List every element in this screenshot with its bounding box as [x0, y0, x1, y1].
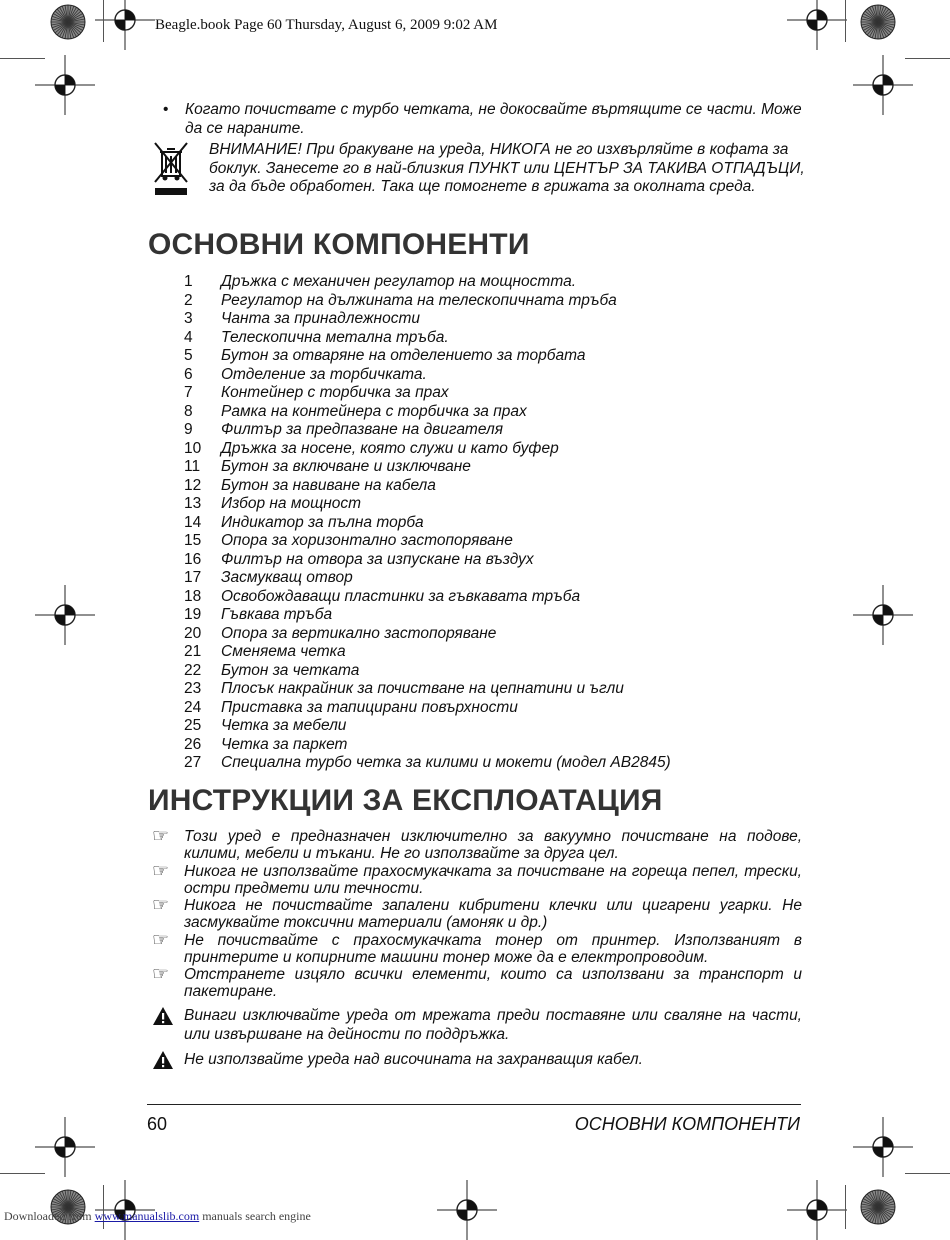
- registration-mark-icon: [437, 1180, 497, 1240]
- crop-line: [0, 1173, 45, 1174]
- component-item: [184, 477, 824, 496]
- star-target-icon: [38, 1177, 98, 1237]
- component-label: Филтър за предпазване на двигателя: [221, 421, 503, 438]
- crop-line: [905, 1173, 950, 1174]
- pointing-hand-icon: [152, 929, 178, 951]
- component-label: Телескопична метална тръба.: [221, 328, 449, 346]
- component-label: Засмукващ отвор: [221, 569, 353, 586]
- component-label: Бутон за четката: [221, 661, 360, 679]
- component-number: 7: [184, 384, 193, 401]
- turbo-brush-bullet: [163, 101, 813, 138]
- bullet-text: Когато почиствате с турбо четката, не докосвайте въртящите се части. Може да се нараните.: [185, 101, 802, 137]
- footer-rule: [147, 1104, 801, 1105]
- instruction-item: [152, 897, 802, 931]
- component-item: [184, 273, 824, 292]
- component-label: Избор на мощност: [221, 495, 362, 512]
- components-list: [184, 273, 824, 773]
- registration-mark-icon: [853, 1117, 913, 1177]
- component-number: 25: [184, 717, 202, 734]
- component-number: 22: [184, 661, 202, 679]
- component-item: [184, 495, 824, 514]
- instruction-text: Отстранете изцяло всички елементи, които са използвани за транспорт и пакетиране.: [184, 966, 802, 1000]
- instruction-item: [152, 966, 802, 1000]
- download-prefix: Downloaded from: [4, 1209, 95, 1223]
- component-label: Четка за мебели: [221, 717, 347, 734]
- component-item: [184, 717, 824, 736]
- crossed-out-bin-icon: [152, 140, 190, 198]
- component-label: Опора за вертикално застопоряване: [221, 624, 497, 642]
- component-label: Бутон за отваряне на отделението за торбата: [221, 347, 586, 364]
- component-number: 13: [184, 495, 202, 512]
- component-item: [184, 514, 824, 533]
- component-number: 10: [184, 439, 202, 457]
- component-item: [184, 310, 824, 329]
- component-number: 20: [184, 624, 202, 642]
- instruction-item: [152, 1050, 802, 1069]
- component-item: [184, 662, 824, 681]
- component-item: [184, 736, 824, 755]
- component-item: [184, 643, 824, 662]
- component-label: Специална турбо четка за килими и мокети (модел AB2845): [221, 754, 671, 771]
- component-label: Регулатор на дължината на телескопичната тръба: [221, 291, 617, 309]
- registration-mark-icon: [35, 1117, 95, 1177]
- component-item: [184, 625, 824, 644]
- component-number: 1: [184, 273, 193, 290]
- instruction-text: Никога не почиствайте запалени кибритени клечки или цигарени угарки. Не засмуквайте токсични материали (амоняк и др.): [184, 897, 802, 931]
- instructions-list: [152, 828, 802, 1069]
- component-item: [184, 569, 824, 588]
- component-number: 8: [184, 402, 193, 420]
- component-item: [184, 551, 824, 570]
- pointing-hand-icon: [152, 897, 178, 915]
- hand-glyph: ☞: [152, 964, 170, 985]
- component-number: 17: [184, 569, 202, 586]
- pointing-hand-icon: [152, 860, 178, 882]
- pointing-hand-icon: [152, 828, 178, 846]
- component-item: [184, 754, 824, 773]
- bullet-dot: •: [163, 101, 169, 118]
- hand-glyph: ☞: [152, 860, 170, 882]
- download-suffix: manuals search engine: [199, 1209, 311, 1223]
- registration-mark-icon: [787, 0, 847, 50]
- crop-line: [905, 58, 950, 59]
- component-label: Филтър на отвора за изпускане на въздух: [221, 550, 534, 568]
- crop-line: [845, 1185, 846, 1229]
- component-item: [184, 329, 824, 348]
- page-number: 60: [147, 1114, 168, 1134]
- component-label: Сменяема четка: [221, 643, 346, 660]
- component-number: 4: [184, 328, 193, 346]
- component-label: Плосък накрайник за почистване на цепнатини и ъгли: [221, 680, 624, 697]
- hand-glyph: ☞: [152, 826, 170, 847]
- component-number: 19: [184, 606, 202, 623]
- component-number: 23: [184, 680, 202, 697]
- warning-triangle-icon: [152, 1050, 178, 1068]
- component-item: [184, 347, 824, 366]
- disposal-warning: ВНИМАНИЕ! При бракуване на уреда, НИКОГА не го изхвърляйте в кофата за боклук. Занесете го в най-близкия ПУНКТ или ЦЕНТЪР ЗА ТАКИВА ОТПАДЪЦИ, за да бъде обработен. Така ще помогнете в грижата за околната среда.: [209, 141, 805, 195]
- instruction-text: Винаги изключвайте уреда от мрежата преди поставяне или сваляне на части, или извършване на дейности по поддръжка.: [184, 1007, 802, 1043]
- component-label: Опора за хоризонтално застопоряване: [221, 532, 513, 549]
- crop-line: [103, 0, 104, 42]
- instruction-text: Този уред е предназначен изключително за вакуумно почистване на подове, килими, мебели и тъкани. Не го използвайте за друга цел.: [184, 828, 802, 862]
- component-item: [184, 292, 824, 311]
- component-number: 27: [184, 754, 202, 771]
- component-label: Контейнер с торбичка за прах: [221, 384, 449, 401]
- component-item: [184, 680, 824, 699]
- component-label: Индикатор за пълна торба: [221, 513, 424, 531]
- component-label: Рамка на контейнера с торбичка за прах: [221, 402, 527, 420]
- component-label: Дръжка за носене, която служи и като буфер: [221, 439, 559, 457]
- registration-mark-icon: [95, 0, 155, 50]
- component-label: Чанта за принадлежности: [221, 310, 420, 327]
- component-number: 11: [184, 458, 201, 475]
- instruction-item: [152, 929, 802, 966]
- component-label: Отделение за торбичката.: [221, 365, 427, 383]
- instruction-text: Не почиствайте с прахосмукачката тонер от принтер. Използваният в принтерите и копирните машини тонер може да е електропроводим.: [184, 931, 802, 966]
- instruction-item: [152, 828, 802, 862]
- component-number: 15: [184, 532, 202, 549]
- section-title-instructions: ИНСТРУКЦИИ ЗА ЕКСПЛОАТАЦИЯ: [148, 784, 663, 817]
- component-item: [184, 606, 824, 625]
- hand-glyph: ☞: [152, 895, 170, 916]
- hand-glyph: ☞: [152, 929, 170, 951]
- section-title-components: ОСНОВНИ КОМПОНЕНТИ: [148, 228, 530, 261]
- component-number: 3: [184, 310, 193, 327]
- component-item: [184, 699, 824, 718]
- instruction-item: [152, 1006, 802, 1044]
- crop-line: [0, 58, 45, 59]
- download-note: [4, 1209, 311, 1224]
- component-number: 2: [184, 291, 193, 309]
- star-target-icon: [848, 0, 908, 52]
- component-item: [184, 403, 824, 422]
- component-number: 26: [184, 735, 202, 753]
- component-number: 9: [184, 421, 193, 438]
- registration-mark-icon: [35, 585, 95, 645]
- component-number: 21: [184, 643, 202, 660]
- component-number: 5: [184, 347, 193, 364]
- component-item: [184, 440, 824, 459]
- registration-mark-icon: [853, 55, 913, 115]
- component-item: [184, 366, 824, 385]
- star-target-icon: [848, 1177, 908, 1237]
- registration-mark-icon: [853, 585, 913, 645]
- star-target-icon: [38, 0, 98, 52]
- component-item: [184, 588, 824, 607]
- component-item: [184, 421, 824, 440]
- instruction-text: Не използвайте уреда над височината на захранващия кабел.: [184, 1051, 643, 1068]
- component-label: Бутон за навиване на кабела: [221, 476, 436, 494]
- running-footer-title: ОСНОВНИ КОМПОНЕНТИ: [574, 1114, 800, 1134]
- print-header: Beagle.book Page 60 Thursday, August 6, 2009 9:02 AM: [155, 17, 498, 33]
- component-item: [184, 458, 824, 477]
- registration-mark-icon: [35, 55, 95, 115]
- component-number: 18: [184, 587, 202, 605]
- component-label: Приставка за тапицирани повърхности: [221, 698, 518, 716]
- pointing-hand-icon: [152, 966, 178, 984]
- component-item: [184, 532, 824, 551]
- component-label: Бутон за включване и изключване: [221, 458, 471, 475]
- warning-triangle-icon: [152, 1006, 178, 1024]
- component-number: 24: [184, 698, 202, 716]
- component-number: 16: [184, 550, 202, 568]
- component-number: 14: [184, 513, 202, 531]
- instruction-item: [152, 860, 802, 897]
- component-label: Гъвкава тръба: [221, 606, 333, 623]
- registration-mark-icon: [787, 1180, 847, 1240]
- component-item: [184, 384, 824, 403]
- manualslib-link[interactable]: www.manualslib.com: [94, 1209, 200, 1223]
- component-label: Освобождаващи пластинки за гъвкавата тръба: [221, 587, 581, 605]
- component-label: Четка за паркет: [221, 735, 348, 753]
- component-label: Дръжка с механичен регулатор на мощността.: [221, 273, 576, 290]
- crop-line: [845, 0, 846, 42]
- component-number: 12: [184, 476, 202, 494]
- instruction-text: Никога не използвайте прахосмукачката за почистване на гореща пепел, трески, остри предмети или течности.: [184, 862, 802, 897]
- component-number: 6: [184, 365, 193, 383]
